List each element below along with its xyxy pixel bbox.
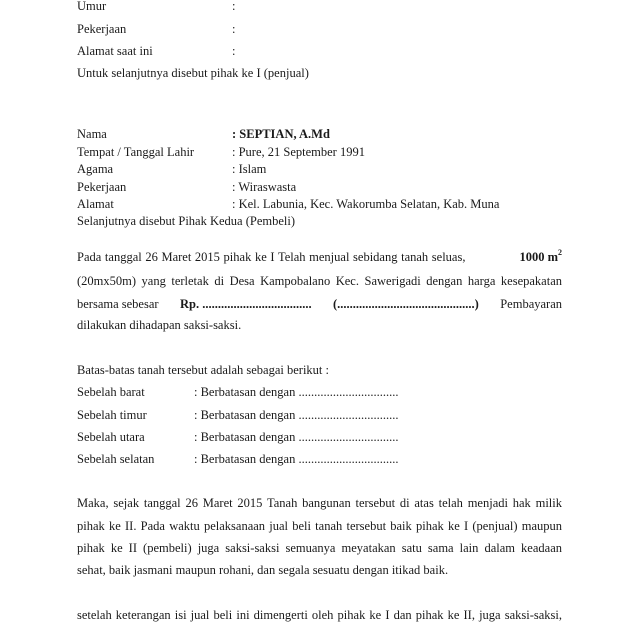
seller-job-value: : — [232, 22, 236, 36]
seller-job-label: Pekerjaan — [77, 22, 127, 36]
ownership-line-1: Maka, sejak tanggal 26 Maret 2015 Tanah bangunan tersebut di atas telah menjadi hak milik — [77, 496, 562, 510]
borders-intro: Batas-batas tanah tersebut adalah sebagai berikut : — [77, 363, 329, 377]
seller-address-label: Alamat saat ini — [77, 44, 153, 58]
land-area-unit-sup: 2 — [558, 248, 562, 257]
seller-note: Untuk selanjutnya disebut pihak ke I (penjual) — [77, 66, 309, 80]
sale-line-4: dilakukan dihadapan saksi-saksi. — [77, 318, 242, 332]
buyer-address-label: Alamat — [77, 197, 114, 211]
sale-line-2: (20mx50m) yang terletak di Desa Kampobalano Kec. Sawerigadi dengan harga kesepakatan — [77, 274, 562, 288]
border-east-value: : Berbatasan dengan ................................ — [194, 408, 399, 422]
price-amount-blank: Rp. ................................... — [179, 297, 312, 311]
border-west-value: : Berbatasan dengan ................................ — [194, 385, 399, 399]
border-west-label: Sebelah barat — [77, 385, 145, 399]
border-east-label: Sebelah timur — [77, 408, 147, 422]
sale-line-3 — [77, 298, 562, 311]
sale-line-3-end: Pembayaran — [500, 297, 562, 311]
price-words-blank: (............................................) — [332, 297, 479, 311]
sale-line-1 — [77, 248, 562, 264]
buyer-job-label: Pekerjaan — [77, 180, 127, 194]
border-south-value: : Berbatasan dengan ................................ — [194, 452, 399, 466]
seller-age-label: Umur — [77, 0, 107, 13]
buyer-birth-label: Tempat / Tanggal Lahir — [77, 145, 195, 159]
buyer-name-label: Nama — [77, 127, 107, 141]
border-north-value: : Berbatasan dengan ................................ — [194, 430, 399, 444]
ownership-line-3: pihak ke II (pembeli) juga saksi-saksi semuanya meyatakan satu sama lain dalam keadaan — [77, 541, 562, 555]
land-area — [519, 248, 562, 264]
buyer-name-value: : SEPTIAN, A.Md — [232, 127, 330, 141]
buyer-religion-label: Agama — [77, 162, 114, 176]
closing-line-1: setelah keterangan isi jual beli ini dimengerti oleh pihak ke I dan pihak ke II, juga saksi-saksi, — [77, 608, 562, 622]
seller-age-value: : — [232, 0, 236, 13]
sale-line-1-text: Pada tanggal 26 Maret 2015 pihak ke I Telah menjual sebidang tanah seluas, — [77, 250, 466, 264]
buyer-note: Selanjutnya disebut Pihak Kedua (Pembeli) — [77, 214, 296, 228]
seller-address-value: : — [232, 44, 236, 58]
buyer-job-value: : Wiraswasta — [232, 180, 297, 194]
sale-line-3-text: bersama sebesar — [77, 297, 159, 311]
land-area-value: 1000 m — [519, 250, 558, 264]
ownership-line-4: sehat, baik jasmani maupun rohani, dan segala sesuatu dengan itikad baik. — [77, 563, 449, 577]
buyer-address-value: : Kel. Labunia, Kec. Wakorumba Selatan, Kab. Muna — [232, 197, 500, 211]
buyer-birth-value: : Pure, 21 September 1991 — [232, 145, 365, 159]
buyer-religion-value: : Islam — [232, 162, 267, 176]
border-north-label: Sebelah utara — [77, 430, 145, 444]
ownership-line-2: pihak ke II. Pada waktu pelaksanaan jual beli tanah tersebut baik pihak ke I (penjual) maupun — [77, 519, 562, 533]
border-south-label: Sebelah selatan — [77, 452, 155, 466]
